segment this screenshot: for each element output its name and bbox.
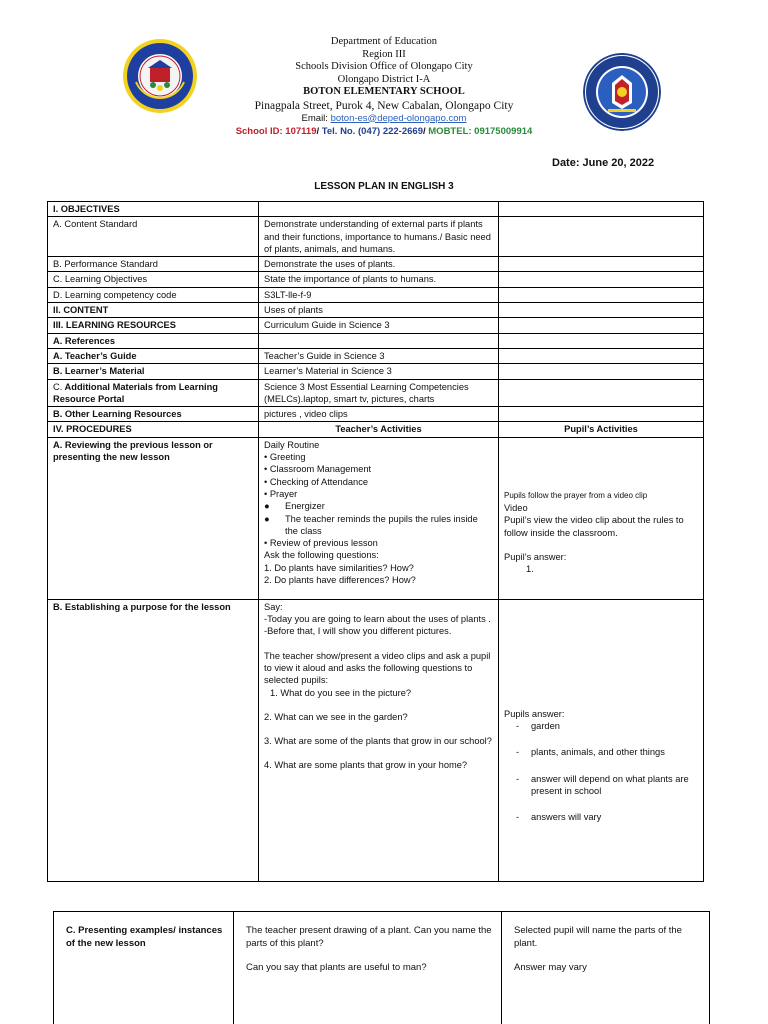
lesson-plan-table-continued (53, 911, 710, 1024)
row-value: S3LT-lle-f-9 (259, 287, 499, 302)
ask-text: Ask the following questions: (264, 550, 379, 561)
view-text: Pupil’s view the video clip about the rules to follow inside the classroom. (504, 515, 684, 538)
row-label: III. LEARNING RESOURCES (48, 318, 259, 333)
answer-item: 1. (526, 564, 534, 575)
school-address: Pinagpala Street, Purok 4, New Cabalan, Olongapo City (254, 99, 514, 112)
reminds-text: The teacher reminds the pupils the rules inside the class (285, 513, 478, 536)
mobile-number: MOBTEL: 09175009914 (425, 125, 533, 137)
prayer-video-text: Pupils follow the prayer from a video clip (504, 490, 648, 500)
section-c-label: C. Presenting examples/ instances of the new lesson (54, 912, 234, 1024)
lesson-date: Date: June 20, 2022 (552, 157, 655, 169)
question-1: 1. What do you see in the picture? (270, 687, 412, 698)
video-text: Video (504, 503, 528, 514)
table-row (48, 437, 704, 599)
table-row (48, 287, 704, 302)
row-label: C. Learning Objectives (48, 272, 259, 287)
section-c-teacher (234, 912, 502, 1024)
table-row (48, 217, 704, 257)
table-row (48, 318, 704, 333)
table-row (48, 599, 704, 881)
question-1: 1. Do plants have similarities? How? (264, 562, 414, 573)
section-b-teacher (259, 599, 499, 881)
row-value: Uses of plants (259, 303, 499, 318)
review-item: • Review of previous lesson (264, 538, 378, 549)
answer-item: - garden (504, 720, 698, 732)
table-row (48, 407, 704, 422)
objectives-heading: I. OBJECTIVES (48, 202, 259, 217)
row-label (48, 379, 259, 407)
row-value: Demonstrate the uses of plants. (259, 257, 499, 272)
answer-text: plants, animals, and other things (531, 747, 665, 758)
today-text: -Today you are going to learn about the uses of plants . (264, 614, 491, 625)
greeting-item: • Greeting (264, 452, 306, 463)
row-label: A. References (48, 333, 259, 348)
table-row (48, 364, 704, 379)
school-id: School ID: 107119 (235, 125, 317, 137)
table-row (54, 912, 710, 1024)
question-2: 2. Do plants have differences? How? (264, 575, 416, 586)
answer-label: Pupils answer: (504, 708, 565, 719)
section-a-pupil (499, 437, 704, 599)
lesson-plan-title: LESSON PLAN IN ENGLISH 3 (314, 181, 454, 192)
table-row (48, 348, 704, 363)
row-label: II. CONTENT (48, 303, 259, 318)
row-label: D. Learning competency code (48, 287, 259, 302)
energizer-text: Energizer (285, 501, 325, 512)
before-text: -Before that, I will show you different pictures. (264, 626, 452, 637)
telephone-number: Tel. No. (047) 222-2669 (319, 125, 423, 137)
row-value: Learner’s Material in Science 3 (259, 364, 499, 379)
question-3: 3. What are some of the plants that grow in our school? (264, 736, 492, 747)
table-row (48, 272, 704, 287)
classroom-item: • Classroom Management (264, 464, 372, 475)
teacher-text: Can you say that plants are useful to man? (246, 962, 427, 973)
contact-ids-line (0, 125, 768, 138)
row-label: A. Content Standard (48, 217, 259, 257)
table-row (48, 303, 704, 318)
pupil-text: Selected pupil will name the parts of the plant. (514, 925, 682, 949)
attendance-item: • Checking of Attendance (264, 476, 369, 487)
school-name: BOTON ELEMENTARY SCHOOL (303, 86, 465, 97)
pupil-activities-heading: Pupil’s Activities (499, 422, 704, 437)
section-b-pupil (499, 599, 704, 881)
table-row (48, 202, 704, 217)
district-line: Olongapo District I-A (337, 73, 431, 85)
row-value: Science 3 Most Essential Learning Competencies (MELCs).laptop, smart tv, pictures, charts (259, 379, 499, 407)
row-value: pictures , video clips (259, 407, 499, 422)
lesson-plan-table (47, 201, 704, 882)
question-4: 4. What are some plants that grow in your home? (264, 760, 468, 771)
question-2: 2. What can we see in the garden? (264, 711, 408, 722)
label-prefix: C. (53, 381, 63, 392)
say-text: Say: (264, 601, 283, 612)
email-link[interactable]: boton-es@deped-olongapo.com (330, 112, 467, 124)
row-label: A. Teacher’s Guide (48, 348, 259, 363)
region-line: Region III (362, 48, 406, 60)
procedures-heading: IV. PROCEDURES (48, 422, 259, 437)
reminds-item (264, 513, 493, 538)
pupil-text: Answer may vary (514, 962, 587, 973)
department-line: Department of Education (330, 36, 438, 47)
bullet-icon: ● (264, 501, 270, 512)
table-row (48, 333, 704, 348)
row-value: State the importance of plants to humans. (259, 272, 499, 287)
show-text: The teacher show/present a video clips and ask a pupil to view it aloud and asks the following questions to selected pupils: (264, 650, 491, 686)
section-a-teacher (259, 437, 499, 599)
section-a-label: A. Reviewing the previous lesson or presenting the new lesson (48, 437, 259, 599)
section-c-pupil (502, 912, 710, 1024)
row-value: Demonstrate understanding of external parts if plants and their functions, importance to humans./ Basic need of plants, animals, and humans. (259, 217, 499, 257)
answer-item: - answers will vary (504, 811, 698, 823)
label-text: Additional Materials from Learning Resource Portal (53, 381, 218, 404)
answer-label: Pupil’s answer: (504, 551, 567, 562)
table-row (48, 379, 704, 407)
answer-text: answer will depend on what plants are present in school (531, 773, 689, 796)
teacher-text: The teacher present drawing of a plant. Can you name the parts of this plant? (246, 925, 492, 949)
answer-item: - answer will depend on what plants are present in school (504, 773, 698, 798)
answer-text: garden (531, 721, 560, 732)
table-row (48, 257, 704, 272)
letterhead (0, 36, 768, 138)
email-line (0, 113, 768, 125)
energizer-item (264, 500, 493, 512)
row-label: B. Learner’s Material (48, 364, 259, 379)
teacher-activities-heading: Teacher’s Activities (259, 422, 499, 437)
separator: / (422, 125, 426, 137)
section-b-label: B. Establishing a purpose for the lesson (48, 599, 259, 881)
daily-routine: Daily Routine (264, 439, 320, 450)
row-value: Curriculum Guide in Science 3 (259, 318, 499, 333)
separator: / (316, 125, 320, 137)
row-label: B. Other Learning Resources (48, 407, 259, 422)
email-label: Email: (301, 112, 328, 124)
answer-text: answers will vary (531, 812, 602, 823)
row-value: Teacher’s Guide in Science 3 (259, 348, 499, 363)
answer-item: - plants, animals, and other things (504, 746, 698, 758)
bullet-icon: ● (264, 513, 270, 524)
table-row (48, 422, 704, 437)
row-label: B. Performance Standard (48, 257, 259, 272)
prayer-item: • Prayer (264, 488, 298, 499)
division-line: Schools Division Office of Olongapo City (295, 61, 473, 72)
